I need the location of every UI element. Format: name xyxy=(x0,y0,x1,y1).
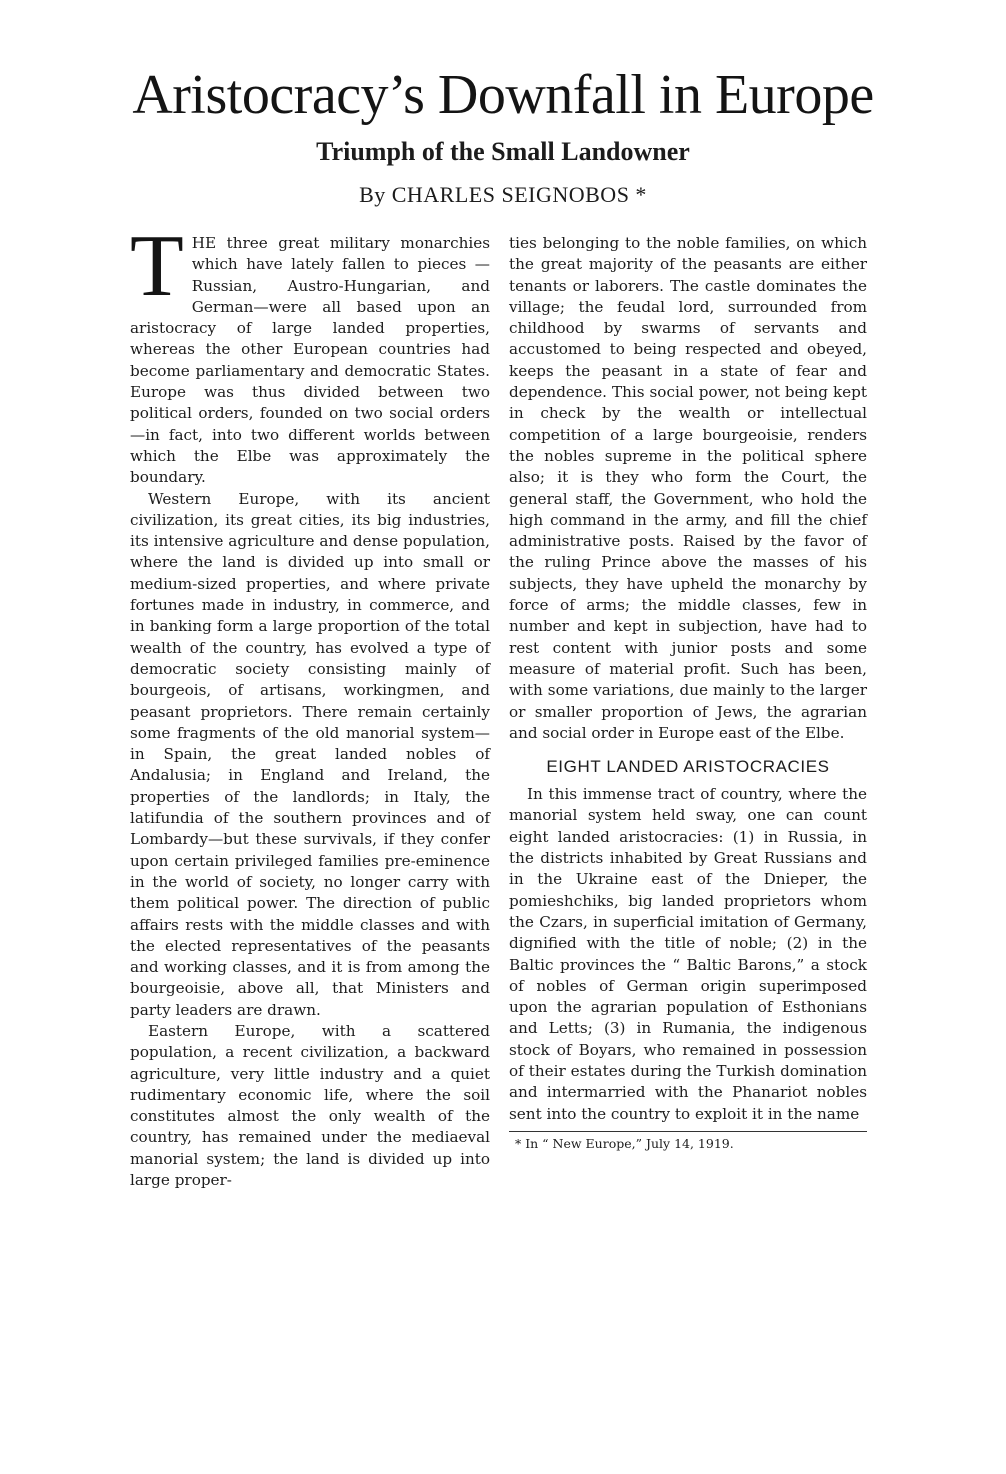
paragraph xyxy=(130,218,490,489)
article-byline: By CHARLES SEIGNOBOS * xyxy=(359,182,647,207)
paragraph: In this immense tract of country, where the manorial system held sway, one can count eight landed aristocracies: (1) in Russia, in the districts inhabited by Great Russians and in the Ukraine east of the Dnieper, the pomieshchiks, big landed proprietors whom the Czars, in superficial imitation of Germany, dignified with the title of noble; (2) in the Baltic provinces the “ Baltic Barons,” a stock of nobles of German origin superimposed upon the agrarian population of Esthonians and Letts; (3) in Rumania, the indigenous stock of Boyars, who remained in possession of their estates during the Turkish domination and intermarried with the Phanariot nobles sent into the country to exploit it in the name xyxy=(509,785,867,1123)
footnote: * In “ New Europe,” July 14, 1919. xyxy=(515,1135,734,1151)
footnote-divider xyxy=(509,1131,867,1132)
section-heading: EIGHT LANDED ARISTOCRACIES xyxy=(546,757,830,777)
drop-cap: T xyxy=(130,218,184,315)
paragraph-text: HE three great military monarchies which have lately fallen to pieces —Russian, Austro-Hungarian, and German—were all based upon an aristocracy of large landed properties, whereas the other European countries had become parliamentary and democratic States. Europe was thus divided between two political orders, founded on two social orders—in fact, into two different worlds between which the Elbe was approximately the boundary. xyxy=(130,234,490,487)
paragraph: Western Europe, with its ancient civilization, its great cities, its big industries, its intensive agriculture and dense population, where the land is divided up into small or medium-sized properties, and where private fortunes made in industry, in commerce, and in banking form a large proportion of the total wealth of the country, has evolved a type of democratic society consisting mainly of bourgeois, of artisans, workingmen, and peasant proprietors. There remain certainly some fragments of the old manorial system—in Spain, the great landed nobles of Andalusia; in England and Ireland, the properties of the landlords; in Italy, the latifundia of the southern provinces and of Lombardy—but these survivals, if they confer upon certain privileged families pre-eminence in the world of society, no longer carry with them political power. The direction of public affairs rests with the middle classes and with the elected representatives of the peasants and working classes, and it is from among the bourgeoisie, above all, that Ministers and party leaders are drawn. xyxy=(130,489,490,1019)
article-title: Aristocracy’s Downfall in Europe xyxy=(132,64,874,126)
paragraph: Eastern Europe, with a scattered population, a recent civilization, a backward agriculture, very little industry and a quiet rudimentary economic life, where the soil constitutes almost the only wealth of the country, has remained under the mediaeval manorial system; the land is divided up into large proper- xyxy=(130,1021,490,1190)
article-subtitle: Triumph of the Small Landowner xyxy=(316,137,690,166)
right-column xyxy=(509,233,867,1152)
paragraph: ties belonging to the noble families, on which the great majority of the peasants are either tenants or laborers. The castle dominates the village; the feudal lord, surrounded from childhood by swarms of servants and accustomed to being respected and obeyed, keeps the peasant in a state of fear and dependence. This social power, not being kept in check by the wealth or intellectual competition of a large bourgeoisie, renders the nobles supreme in the political sphere also; it is they who form the Court, the general staff, the Government, who hold the high command in the army, and fill the chief administrative posts. Raised by the favor of the ruling Prince above the masses of his subjects, they have upheld the monarchy by force of arms; the middle classes, few in number and kept in subjection, have had to rest content with junior posts and some measure of material profit. Such has been, with some variations, due mainly to the larger or smaller proportion of Jews, the agrarian and social order in Europe east of the Elbe. xyxy=(509,234,867,742)
left-column xyxy=(130,218,490,1191)
